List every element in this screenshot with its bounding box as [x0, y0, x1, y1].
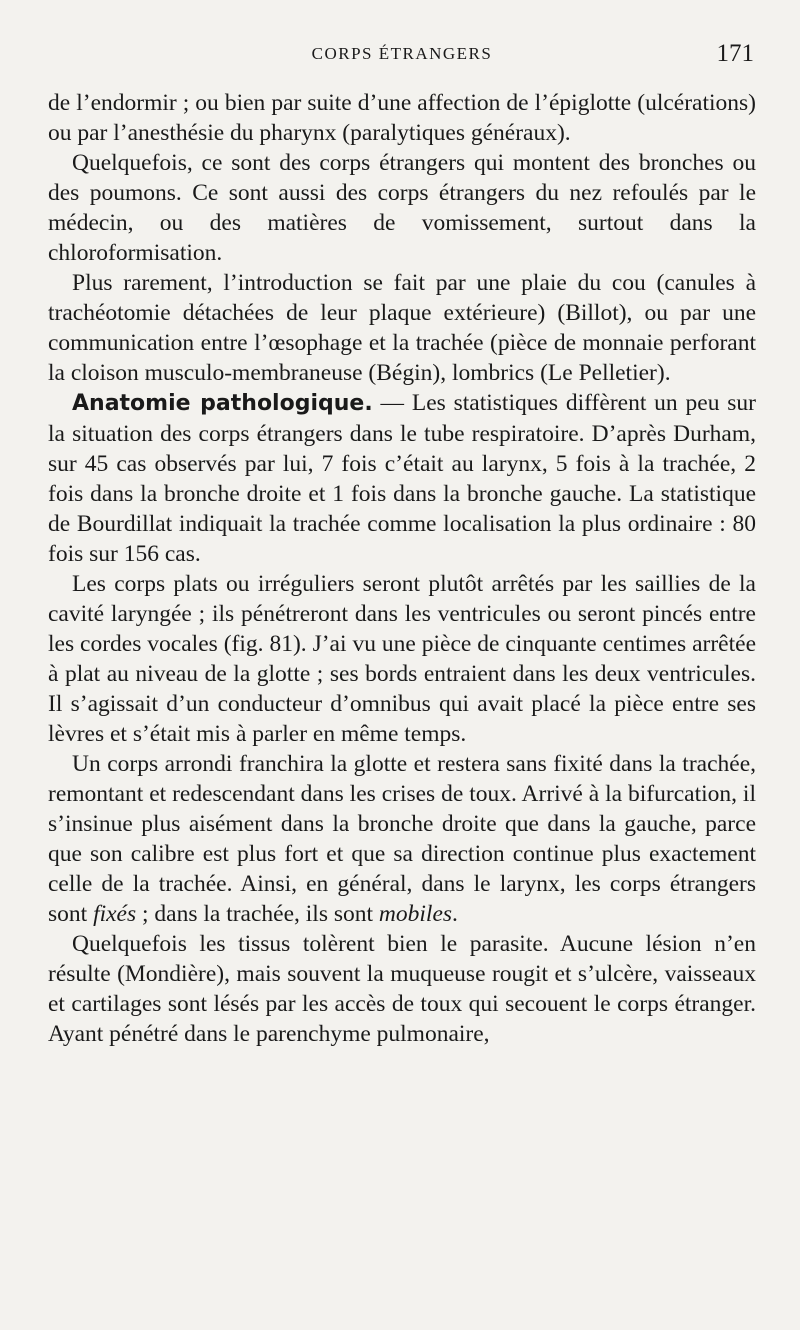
running-head	[48, 40, 756, 88]
paragraph-1	[48, 88, 756, 148]
paragraph-4	[48, 388, 756, 569]
italic-term-mobiles: mobiles	[378, 901, 453, 927]
running-title: CORPS ÉTRANGERS	[311, 44, 493, 63]
paragraph-1-text: de l’endormir ; ou bien par suite d’une affection de l’épiglotte (ulcérations) ou par l’anesthésie du pharynx (paralytiques généraux).	[48, 90, 756, 146]
paragraph-6-text: Un corps arrondi franchira la glotte et restera sans fixité dans la trachée, remontant et redescendant dans les crises de toux. Arrivé à la bifurcation, il s’insinue plus aisément dans la bronche droite que dans la gauche, parce que son calibre est plus fort et que sa direction continue plus exactement celle de la trachée. Ainsi, en général, dans le larynx, les corps étrangers sont	[48, 751, 756, 927]
italic-term-fixes: fixés	[93, 901, 137, 927]
paragraph-4-text: — Les statistiques diffèrent un peu sur la situation des corps étrangers dans le tube respiratoire. D’après Durham, sur 45 cas observés par lui, 7 fois c’était au larynx, 5 fois à la trachée, 2 fois dans la bronche droite et 1 fois dans la bronche gauche. La statistique de Bourdillat indiquait la trachée comme localisation la plus ordinaire : 80 fois sur 156 cas.	[48, 390, 756, 567]
section-heading: Anatomie pathologique.	[72, 391, 373, 416]
paragraph-2	[48, 148, 756, 268]
paragraph-5	[48, 569, 756, 749]
paragraph-3	[48, 268, 756, 388]
paragraph-7-text: Quelquefois les tissus tolèrent bien le parasite. Aucune lésion n’en résulte (Mondière), mais souvent la muqueuse rougit et s’ulcère, vaisseaux et cartilages sont lésés par les accès de toux qui secouent le corps étranger. Ayant pénétré dans le parenchyme pulmonaire,	[48, 931, 756, 1047]
paragraph-5-text: Les corps plats ou irréguliers seront plutôt arrêtés par les saillies de la cavité laryngée ; ils pénétreront dans les ventricules ou seront pincés entre les cordes vocales (fig. 81). J’ai vu une pièce de cinquante centimes arrêtée à plat au niveau de la glotte ; ses bords entraient dans les deux ventricules. Il s’agissait d’un conducteur d’omnibus qui avait placé la pièce entre ses lèvres et s’était mis à parler en même temps.	[48, 571, 756, 747]
paragraph-6-text-3: .	[452, 901, 458, 927]
paragraph-7	[48, 929, 756, 1049]
paragraph-6	[48, 749, 756, 929]
paragraph-6-text-2: ; dans la trachée, ils sont	[136, 901, 379, 927]
body-text	[48, 88, 756, 1049]
page-number: 171	[716, 40, 754, 67]
paragraph-2-text: Quelquefois, ce sont des corps étrangers qui montent des bronches ou des poumons. Ce sont aussi des corps étrangers du nez refoulés par le médecin, ou des matières de vomissement, surtout dans la chloroformisation.	[48, 150, 756, 266]
paragraph-3-text: Plus rarement, l’introduction se fait par une plaie du cou (canules à trachéotomie détachées de leur plaque extérieure) (Billot), ou par une communication entre l’œsophage et la trachée (pièce de monnaie perforant la cloison musculo-membraneuse (Bégin), lombrics (Le Pelletier).	[48, 270, 756, 386]
